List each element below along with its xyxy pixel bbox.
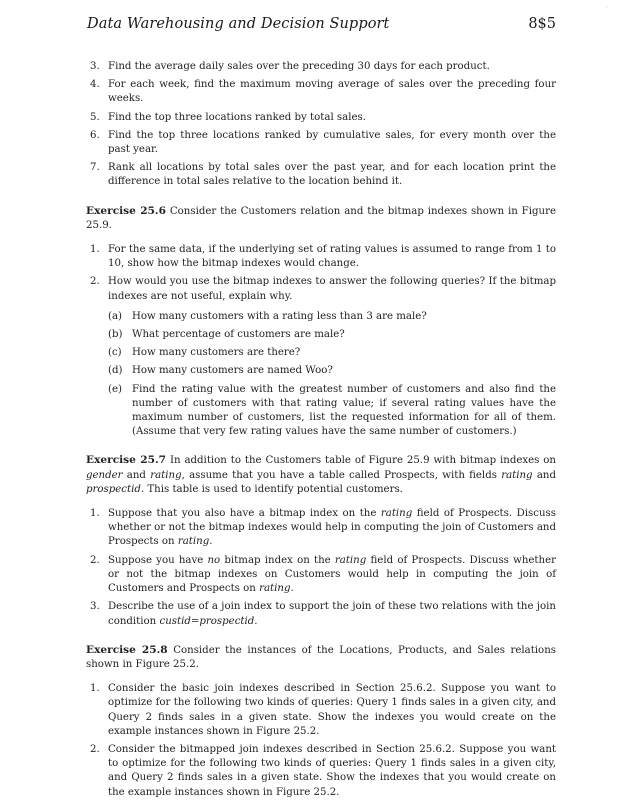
- list-item: 7. Rank all locations by total sales over the past year, and for each location print the difference in total sales relative to the location behind it.: [90, 162, 556, 188]
- exercise-heading: Exercise 25.8: [86, 643, 168, 656]
- corner-mark: ·: [605, 3, 608, 12]
- sublist-item: (e) Find the rating value with the greatest number of customers and also find the number of customers with that rating value; if several rating values have the maximum number of customers, list the requested information for all of them. (Assume that very few rating values have the same number of customers.): [108, 383, 556, 438]
- exercise-heading: Exercise 25.7: [86, 454, 167, 467]
- list-item: 4. For each week, find the maximum moving average of sales over the preceding four weeks.: [90, 79, 556, 105]
- exercise-25-6-list: [86, 243, 556, 439]
- sublist-item: (d) How many customers are named Woo?: [108, 365, 333, 377]
- list-item: 2. Suppose you have no bitmap index on the rating field of Prospects. Discuss whether or not the bitmap indexes on Customers would help in computing the join of Customers and Prospects on rating.: [90, 554, 556, 595]
- query-sublist: [108, 310, 556, 440]
- list-item: 1. Suppose that you also have a bitmap index on the rating field of Prospects. Discuss whether or not the bitmap indexes would help in computing the join of Customers and Prospects on rating.: [90, 508, 556, 548]
- list-item: 6. Find the top three locations ranked by cumulative sales, for every month over the past year.: [90, 129, 556, 156]
- exercise-25-7-intro: Exercise 25.7 In addition to the Customers table of Figure 25.9 with bitmap indexes on gender and rating, assume that you have a table called Prospects, with fields rating and prospectid. This table is used to identify potential customers.: [86, 454, 557, 495]
- exercise-25-8-intro: Exercise 25.8 Consider the instances of the Locations, Products, and Sales relations shown in Figure 25.2.: [86, 643, 556, 670]
- list-item: 1. Consider the basic join indexes described in Section 25.6.2. Suppose you want to optimize for the following two kinds of queries: Query 1 finds sales in a given city, and Query 2 finds sales in a given state. Show the indexes you would create on the example instances shown in Figure 25.2.: [90, 683, 556, 737]
- continued-question-list: [86, 60, 556, 190]
- list-item: 2. How would you use the bitmap indexes to answer the following queries? If the bitmap indexes are not useful, explain why. (a) How many customers with a rating less than 3 are male? (b) What percentage of customers are male? (c) How many customers are there? (d) How many customers are named Woo? (e) Find the rating value with the greatest number of customers and also find the number of customers with that rating value; if several rating values have the maximum number of customers, list the requested information for all of them. (Assume that very few rating values have the same number of customers.): [86, 275, 556, 439]
- list-item: 3. Find the average daily sales over the preceding 30 days for each product.: [90, 61, 490, 72]
- sublist-item: (b) What percentage of customers are male?: [108, 329, 345, 341]
- page-number: 8$5: [528, 16, 556, 32]
- exercise-25-8-list: [86, 682, 556, 800]
- page-content: [86, 60, 556, 804]
- page-header: [87, 16, 556, 38]
- sublist-item: (c) How many customers are there?: [108, 347, 301, 359]
- list-item: 5. Find the top three locations ranked by total sales.: [90, 111, 366, 123]
- list-item: 1. For the same data, if the underlying set of rating values is assumed to range from 1 to 10, show how the bitmap indexes would change.: [90, 244, 556, 270]
- exercise-25-7-list: [86, 507, 556, 629]
- list-item: 3. Describe the use of a join index to support the join of these two relations with the join condition custid=prospectid.: [90, 601, 556, 627]
- list-item: 2. Consider the bitmapped join indexes described in Section 25.6.2. Suppose you want to optimize for the following two kinds of queries: Query 1 finds sales in a given city, and Query 2 finds sales in a given state. Show the indexes that you would create on the example instances shown in Figure 25.2.: [90, 743, 556, 798]
- running-title: Data Warehousing and Decision Support: [87, 16, 390, 32]
- sublist-item: (a) How many customers with a rating less than 3 are male?: [108, 310, 427, 322]
- exercise-heading: Exercise 25.6: [86, 204, 166, 217]
- exercise-25-6-intro: Exercise 25.6 Consider the Customers relation and the bitmap indexes shown in Figure 25.9.: [86, 204, 556, 231]
